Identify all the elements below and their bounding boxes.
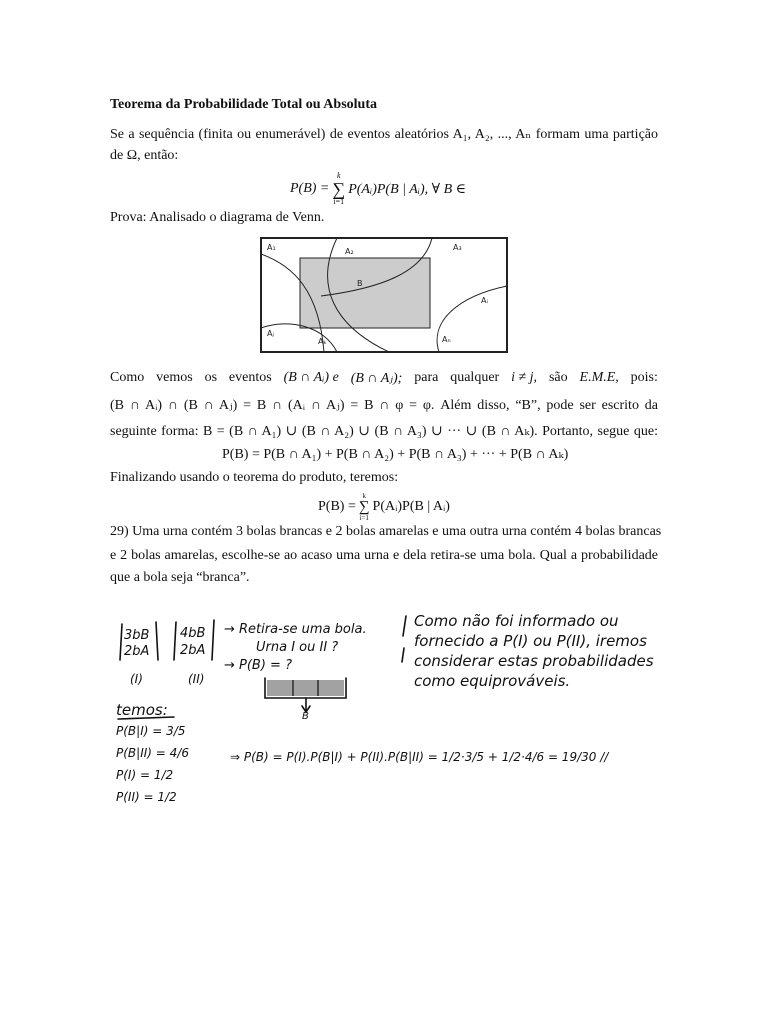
proof-line: Prova: Analisado o diagrama de Venn. — [110, 210, 325, 225]
urn1-top: 3bB — [124, 628, 150, 643]
q29-line-3: que a bola seja “branca”. — [110, 570, 250, 585]
intro-line-2: de Ω, então: — [110, 148, 179, 163]
summation-symbol: k ∑ i=1 — [358, 491, 370, 522]
formula-expansion: P(B) = P(B ∩ A₁) + P(B ∩ A₂) + P(B ∩ A₃) + ··· + P(B ∩ Aₖ) — [222, 447, 569, 462]
note-line-2: fornecido a P(I) ou P(II), iremos — [414, 632, 647, 650]
note-line-3: considerar estas probabilidades — [414, 652, 654, 670]
summation-symbol: k ∑ i=1 — [332, 171, 346, 206]
venn-label-an: Aₙ — [442, 335, 451, 344]
math-expression: (B ∩ Aⱼ); — [350, 371, 403, 386]
urn2-bottom: 2bA — [180, 643, 206, 658]
urn1-label: (I) — [130, 672, 143, 686]
word: Como — [110, 370, 145, 385]
word: são — [548, 370, 568, 385]
given-p-b-given-i: P(B|I) = 3/5 — [116, 724, 186, 738]
urn2-label: (II) — [188, 672, 205, 686]
urn1-bottom: 2bA — [124, 644, 150, 659]
urn2-top: 4bB — [180, 626, 206, 641]
given-p-i: P(I) = 1/2 — [116, 768, 174, 782]
venn-label-a3: A₃ — [453, 243, 462, 252]
pb-question: → P(B) = ? — [224, 658, 292, 673]
final-line: Finalizando usando o teorema do produto, teremos: — [110, 470, 399, 485]
para1-line-3: seguinte forma: B = (B ∩ A₁) ∪ (B ∩ A₂) ∪ (B ∩ A₃) ∪ ··· ∪ (B ∩ Aₖ). Portanto, segue que: — [110, 424, 658, 439]
formula3-rhs: P(Aᵢ)P(B | Aᵢ) — [372, 499, 450, 514]
divider-mark — [402, 648, 404, 662]
ball-b-label: B — [302, 711, 309, 722]
math-expression: (B ∩ Aᵢ) e — [283, 370, 339, 385]
urn2-left-bracket — [174, 622, 176, 660]
venn-label-aj: Aⱼ — [267, 329, 274, 338]
divider-mark — [403, 616, 406, 636]
word: qualquer — [450, 370, 500, 385]
math-expression: i ≠ j, — [511, 370, 538, 385]
retira-line-1: → Retira-se uma bola. — [224, 622, 367, 637]
word: eventos — [228, 370, 272, 385]
word: vemos — [156, 370, 193, 385]
venn-label-b: B — [357, 279, 363, 288]
venn-label-a1: A₁ — [267, 243, 276, 252]
formula1-rhs: P(Aᵢ)P(B | Aᵢ), ∀ B ∈ — [348, 181, 467, 197]
retira-line-2: Urna I ou II ? — [256, 640, 339, 655]
handwritten-solution — [110, 600, 670, 840]
para1-line-2: (B ∩ Aᵢ) ∩ (B ∩ Aⱼ) = B ∩ (Aᵢ ∩ Aⱼ) = B ∩ φ = φ. Além disso, “B”, pode ser escrito da — [110, 398, 658, 413]
temos-label: temos: — [116, 701, 168, 719]
word: os — [204, 370, 218, 385]
formula1-lhs: P(B) = — [290, 181, 330, 196]
final-result: ⇒ P(B) = P(I).P(B|I) + P(II).P(B|II) = 1/2·3/5 + 1/2·4/6 = 19/30 // — [230, 750, 609, 764]
word: pois: — [630, 370, 658, 385]
intro-line-1: Se a sequência (finita ou enumerável) de eventos aleatórios A₁, A₂, ..., Aₙ formam uma partição — [110, 127, 658, 142]
given-p-ii: P(II) = 1/2 — [116, 790, 177, 804]
page-title: Teorema da Probabilidade Total ou Absoluta — [110, 97, 377, 112]
sum-top: k — [362, 491, 366, 500]
q29-line-2: e 2 bolas amarelas, escolhe-se ao acaso uma urna e dela retira-se uma bola. Qual a probabilidade — [110, 548, 658, 563]
urn1-left-bracket — [120, 624, 122, 660]
math-expression: E.M.E, — [579, 370, 619, 385]
venn-diagram — [259, 236, 509, 354]
given-p-b-given-ii: P(B|II) = 4/6 — [116, 746, 189, 760]
formula-product-theorem — [318, 490, 450, 524]
venn-label-ak: Aₖ — [318, 337, 327, 346]
sum-bottom: i=1 — [333, 197, 345, 206]
note-line-4: como equiprováveis. — [414, 672, 571, 690]
venn-label-a2: A₂ — [345, 247, 354, 256]
urn1-right-bracket — [156, 622, 158, 660]
q29-line-1: 29) Uma urna contém 3 bolas brancas e 2 bolas amarelas e uma outra urna contém 4 bolas brancas — [110, 524, 662, 539]
formula-total-probability — [290, 168, 466, 210]
para1-line-1 — [110, 370, 658, 387]
sum-top: k — [337, 171, 341, 180]
hatched-balls — [267, 680, 344, 696]
sum-bottom: i=1 — [359, 513, 369, 522]
formula3-lhs: P(B) = — [318, 499, 356, 514]
venn-label-ai: Aᵢ — [481, 296, 488, 305]
urn2-right-bracket — [212, 620, 214, 660]
word: para — [414, 370, 439, 385]
note-line-1: Como não foi informado ou — [414, 612, 619, 630]
